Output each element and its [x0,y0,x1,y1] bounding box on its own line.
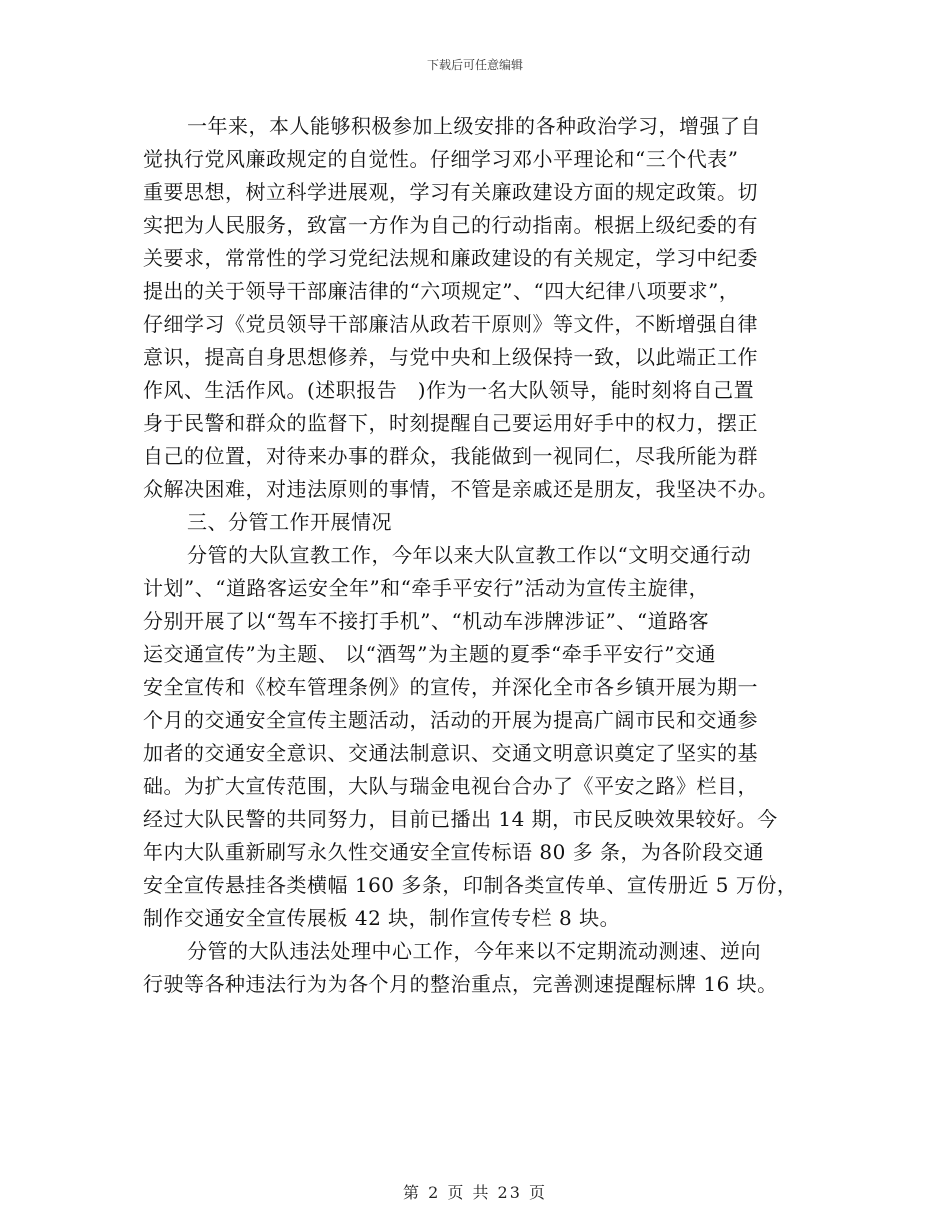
text-line: 分管的大队违法处理中心工作，今年来以不定期流动测速、逆向 [187,939,761,963]
text-line: 觉执行党风廉政规定的自觉性。仔细学习邓小平理论和“三个代表” [143,147,739,171]
text-line: 础。为扩大宣传范围，大队与瑞金电视台合办了《平安之路》栏目， [143,774,758,798]
text-line: 行驶等各种违法行为为各个月的整治重点，完善测速提醒标牌 16 块。 [143,972,778,996]
text-line: 分管的大队宣教工作，今年以来大队宣教工作以“文明交通行动 [187,543,752,567]
text-line: 运交通宣传”为主题、 以“酒驾”为主题的夏季“牵手平安行”交通 [143,642,716,666]
text-line: 众解决困难，对违法原则的事情，不管是亲戚还是朋友，我坚决不办。 [143,477,779,501]
text-line: 年内大队重新刷写永久性交通安全宣传标语 80 多 条，为各阶段交通 [143,840,765,864]
text-line: 分别开展了以“驾车不接打手机”、“机动车涉牌涉证”、“道路客 [143,609,710,633]
text-line: 意识，提高自身思想修养，与党中央和上级保持一致，以此端正工作 [143,345,758,369]
text-line: 制作交通安全宣传展板 42 块，制作宣传专栏 8 块。 [143,906,621,930]
text-line: 一年来，本人能够积极参加上级安排的各种政治学习，增强了自 [187,114,761,138]
text-line: 安全宣传和《校车管理条例》的宣传，并深化全市各乡镇开展为期一 [143,675,758,699]
text-line: 仔细学习《党员领导干部廉洁从政若干原则》等文件，不断增强自律 [143,312,758,336]
text-line: 关要求，常常性的学习党纪法规和廉政建设的有关规定，学习中纪委 [143,246,758,270]
text-line: 提出的关于领导干部廉洁律的“六项规定”、“四大纪律八项要求”， [143,279,740,303]
document-body [143,110,813,1001]
text-line: 经过大队民警的共同努力，目前已播出 14 期，市民反映效果较好。今 [143,807,778,831]
page-footer: 第 2 页 共 23 页 [403,1183,547,1202]
text-line: 自己的位置，对待来办事的群众，我能做到一视同仁，尽我所能为群 [143,444,758,468]
page-header: 下载后可任意编辑 [426,58,523,72]
text-line: 安全宣传悬挂各类横幅 160 多条，印制各类宣传单、宣传册近 5 万份， [143,873,798,897]
text-line: 三、分管工作开展情况 [187,510,392,534]
text-line: 实把为人民服务，致富一方作为自己的行动指南。根据上级纪委的有 [143,213,758,237]
text-line: 作风、生活作风。(述职报告 )作为一名大队领导，能时刻将自己置 [143,378,755,402]
text-line: 重要思想，树立科学进展观，学习有关廉政建设方面的规定政策。切 [143,180,758,204]
text-line: 身于民警和群众的监督下，时刻提醒自己要运用好手中的权力，摆正 [143,411,758,435]
text-line: 个月的交通安全宣传主题活动，活动的开展为提高广阔市民和交通参 [143,708,758,732]
text-line: 加者的交通安全意识、交通法制意识、交通文明意识奠定了坚实的基 [143,741,758,765]
text-line: 计划”、“道路客运安全年”和“牵手平安行”活动为宣传主旋律， [143,576,710,600]
